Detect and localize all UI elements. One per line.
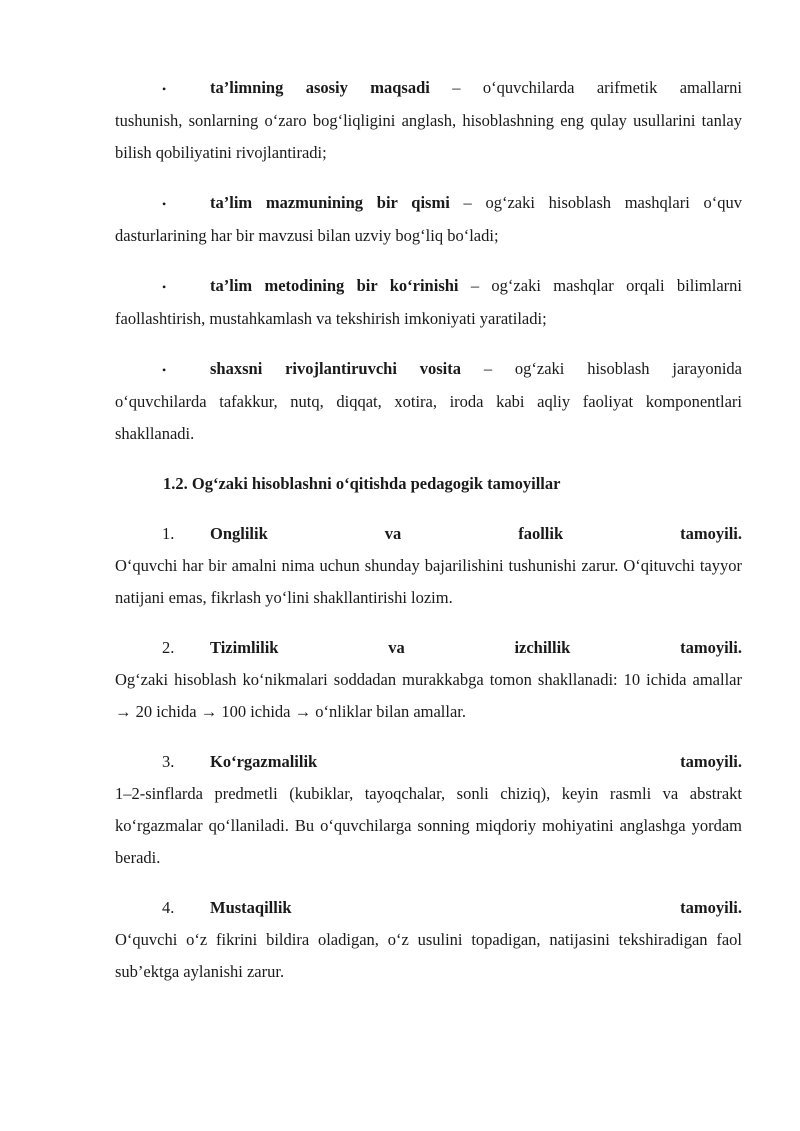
- bullet-line-text: – og‘zaki hisoblash mashqlari o‘quv: [449, 193, 743, 212]
- principle-text: O‘quvchi o‘z fikrini bildira oladigan, o‘z usulini topadigan, natijasini tekshiradigan faol sub’ektga aylanishi zarur.: [115, 930, 742, 981]
- bullet-continuation: faollashtirish, mustahkamlash va tekshirish imkoniyati yaratiladi;: [115, 309, 547, 328]
- bullet-line-text: – og‘zaki hisoblash jarayonida: [461, 359, 743, 378]
- section-heading: 1.2. Og‘zaki hisoblashni o‘qitishda pedagogik tamoyillar: [163, 474, 561, 493]
- bullet-term: ta’lim mazmunining bir qismi: [210, 193, 450, 212]
- principle-item: [115, 632, 742, 728]
- principle-number: 1.: [162, 524, 175, 543]
- bullet-icon: •: [162, 363, 167, 377]
- principle-title: Mustaqillik tamoyili.: [210, 898, 742, 917]
- principle-text: 1–2-sinflarda predmetli (kubiklar, tayoqchalar, sonli chiziq), keyin rasmli va abstrakt ko‘rgazmalar qo‘llaniladi. Bu o‘quvchilarga sonning miqdoriy mohiyatini anglashga yordam beradi.: [115, 784, 742, 867]
- bullet-icon: •: [162, 280, 167, 294]
- principle-number: 3.: [162, 752, 175, 771]
- bullet-item: [115, 72, 742, 169]
- bullet-item: [115, 187, 742, 252]
- principle-title: Tizimlilik va izchillik tamoyili.: [210, 638, 742, 657]
- principle-title: Ko‘rgazmalilik tamoyili.: [210, 752, 742, 771]
- bullet-term: ta’limning asosiy maqsadi: [210, 78, 430, 97]
- principle-item: [115, 746, 742, 874]
- bullet-continuation: tushunish, sonlarning o‘zaro bog‘liqligini anglash, hisoblashning eng qulay usullarini tanlay bilish qobiliyatini rivojlantiradi;: [115, 111, 742, 162]
- bullet-line-text: – og‘zaki mashqlar orqali bilimlarni: [458, 276, 742, 295]
- bullet-continuation: dasturlarining har bir mavzusi bilan uzviy bog‘liq bo‘ladi;: [115, 226, 499, 245]
- principle-title: Onglilik va faollik tamoyili.: [210, 524, 742, 543]
- bullet-item: [115, 353, 742, 450]
- principle-number: 4.: [162, 898, 175, 917]
- principle-text: O‘quvchi har bir amalni nima uchun shunday bajarilishini tushunishi zarur. O‘qituvchi tayyor natijani emas, fikrlash yo‘lini shakllantirishi lozim.: [115, 556, 742, 607]
- bullet-icon: •: [162, 197, 167, 211]
- bullet-line-text: – o‘quvchilarda arifmetik amallarni: [429, 78, 742, 97]
- bullet-continuation: o‘quvchilarda tafakkur, nutq, diqqat, xotira, iroda kabi aqliy faoliyat komponentlari shakllanadi.: [115, 392, 742, 443]
- principle-text: Og‘zaki hisoblash ko‘nikmalari soddadan murakkabga tomon shakllanadi: 10 ichida amallar → 20 ichida → 100 ichida → o‘nliklar bilan amallar.: [115, 670, 742, 721]
- principle-item: [115, 892, 742, 988]
- bullet-item: [115, 270, 742, 335]
- bullet-term: ta’lim metodining bir ko‘rinishi: [210, 276, 459, 295]
- principle-item: [115, 518, 742, 614]
- bullet-icon: •: [162, 82, 167, 96]
- principle-number: 2.: [162, 638, 175, 657]
- bullet-term: shaxsni rivojlantiruvchi vosita: [210, 359, 462, 378]
